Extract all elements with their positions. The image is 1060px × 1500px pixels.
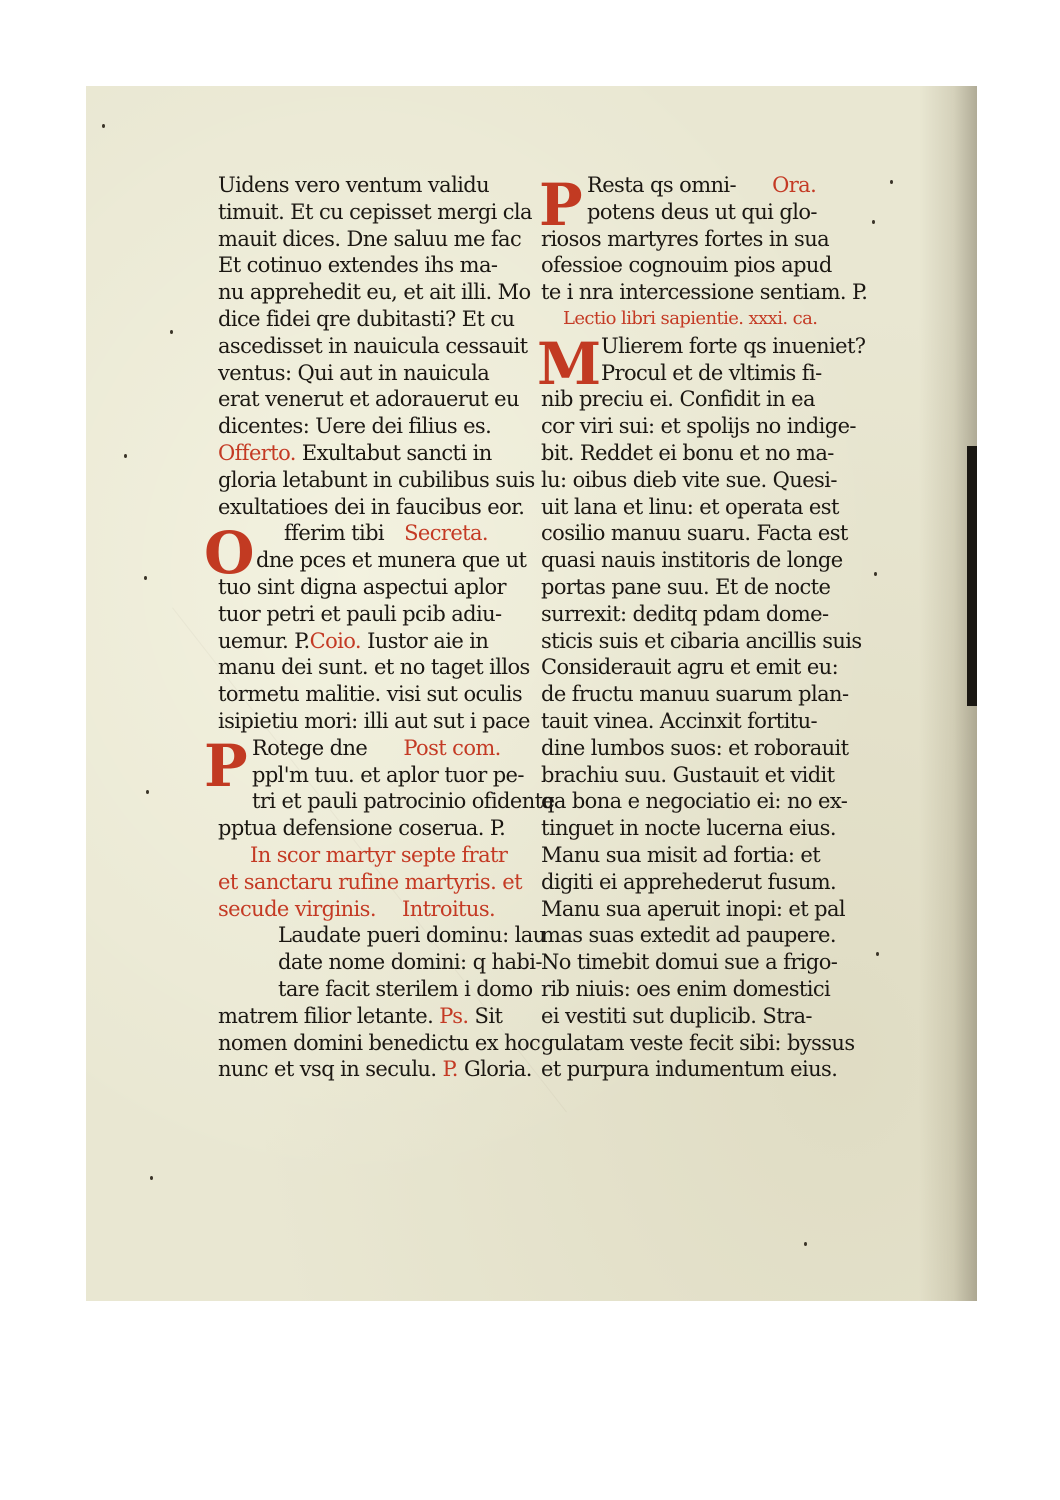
text-line: Manu sua aperuit inopi: et pal bbox=[541, 896, 846, 921]
text-line: ofessioe cognouim pios apud bbox=[541, 253, 832, 278]
paper-speck bbox=[804, 1242, 807, 1246]
text-line: Et cotinuo extendes ihs ma- bbox=[218, 253, 498, 278]
text-line: Uidens vero ventum validu bbox=[218, 173, 490, 197]
paper-speck bbox=[890, 180, 893, 184]
offertory-text: Exultabut sancti in bbox=[295, 440, 492, 465]
text-line: mauit dices. Dne saluu me fac bbox=[218, 226, 522, 251]
text-line: quasi nauis institoris de longe bbox=[541, 548, 843, 573]
text-line: date nome domini: q habi- bbox=[278, 950, 542, 975]
paper-speck bbox=[876, 952, 879, 956]
prayer-label: Ora. bbox=[772, 173, 817, 197]
text-line: gloria letabunt in cubilibus suis bbox=[218, 467, 535, 492]
paper-speck bbox=[150, 1176, 153, 1180]
text-line: digiti ei apprehederut fusum. bbox=[541, 869, 837, 894]
text-line: tormetu malitie. visi sut oculis bbox=[218, 682, 523, 707]
text-line: brachiu suu. Gustauit et vidit bbox=[541, 762, 835, 787]
text-line: portas pane suu. Et de nocte bbox=[541, 574, 831, 599]
text-line: ppl'm tuu. et aplor tuor pe- bbox=[252, 762, 524, 787]
text-line: surrexit: deditq pdam dome- bbox=[541, 601, 829, 626]
text-line: isipietiu mori: illi aut sut i pace bbox=[218, 708, 530, 733]
text-line: Considerauit agru et emit eu: bbox=[541, 655, 839, 680]
text-line: Manu sua misit ad fortia: et bbox=[541, 842, 821, 867]
text-line: dicentes: Uere dei filius es. bbox=[218, 414, 492, 439]
text-line: erat venerut et adorauerut eu bbox=[218, 387, 519, 412]
initial-O: O bbox=[204, 519, 254, 588]
text-line: dice fidei qre dubitasti? Et cu bbox=[218, 306, 515, 331]
secret-text: fferim tibi bbox=[284, 521, 385, 546]
initial-P: P bbox=[539, 171, 583, 239]
text-line: manu dei sunt. et no taget illos bbox=[218, 655, 530, 680]
sit-text: Sit bbox=[468, 1003, 503, 1028]
text-line: mas suas extedit ad paupere. bbox=[541, 923, 836, 948]
text-line: te i nra intercessione sentiam. P. bbox=[541, 280, 868, 305]
manuscript-page-scan bbox=[86, 86, 977, 1301]
text-line: sticis suis et cibaria ancillis suis bbox=[541, 628, 862, 653]
matrem-text: matrem filior letante. bbox=[218, 1003, 434, 1028]
postcommunion-label: Post com. bbox=[403, 735, 501, 760]
communion-text: Iustor aie in bbox=[361, 628, 489, 653]
text-line: pptua defensione coserua. P. bbox=[218, 816, 506, 841]
text-line: ei vestiti sut duplicib. Stra- bbox=[541, 1003, 812, 1028]
feast-heading: In scor martyr septe fratr bbox=[250, 842, 508, 867]
paper-speck bbox=[102, 124, 105, 128]
text-line: cosilio manuu suaru. Facta est bbox=[541, 521, 848, 546]
feast-heading-last bbox=[218, 896, 533, 923]
text-line: tuo sint digna aspectui aplor bbox=[218, 574, 506, 599]
communion-label: Coio. bbox=[309, 628, 362, 653]
uemur-text: uemur. P. bbox=[218, 628, 310, 653]
text-line: nu apprehedit eu, et ait illi. Mo bbox=[218, 280, 531, 305]
psalm-label: Ps. bbox=[439, 1003, 469, 1028]
secret-label: Secreta. bbox=[404, 521, 488, 546]
text-line: cor viri sui: et spolijs no indige- bbox=[541, 414, 856, 439]
text-line: gulatam veste fecit sibi: byssus bbox=[541, 1030, 855, 1055]
text-line: exultatioes dei in faucibus eor. bbox=[218, 494, 525, 519]
text-line: et purpura indumentum eius. bbox=[541, 1057, 838, 1082]
text-line: Laudate pueri dominu: lau bbox=[278, 923, 546, 948]
gloria-text: Gloria. bbox=[457, 1057, 532, 1082]
lesson-text: Ulierem forte qs inueniet? bbox=[601, 333, 866, 358]
text-line: Procul et de vltimis fi- bbox=[601, 360, 822, 385]
text-line: de fructu manuu suarum plan- bbox=[541, 682, 849, 707]
text-line: tinguet in nocte lucerna eius. bbox=[541, 816, 836, 841]
gloria-line bbox=[218, 1056, 533, 1083]
feast-heading-text: secude virginis. bbox=[218, 896, 376, 921]
lesson-heading: Lectio libri sapientie. xxxi. ca. bbox=[563, 307, 818, 329]
text-line: rib niuis: oes enim domestici bbox=[541, 976, 831, 1001]
offertory-label: Offerto. bbox=[218, 440, 296, 465]
feast-heading: et sanctaru rufine martyris. et bbox=[218, 869, 522, 894]
paper-speck bbox=[144, 576, 147, 580]
text-line: dne pces et munera que ut bbox=[256, 548, 527, 573]
text-line: ascedisset in nauicula cessauit bbox=[218, 333, 528, 358]
last-line-text: nunc et vsq in seculu. bbox=[218, 1057, 437, 1082]
text-line: No timebit domui sue a frigo- bbox=[541, 950, 838, 975]
offertory-line bbox=[218, 440, 533, 467]
text-line: tuor petri et pauli pcib adiu- bbox=[218, 601, 502, 626]
left-text-column bbox=[204, 172, 555, 1083]
text-line: tauit vinea. Accinxit fortitu- bbox=[541, 708, 817, 733]
text-line: nomen domini benedictu ex hoc bbox=[218, 1030, 541, 1055]
text-line: tri et pauli patrocinio ofidente bbox=[252, 789, 555, 814]
psalm-line bbox=[218, 1003, 533, 1030]
text-line: potens deus ut qui glo- bbox=[587, 199, 817, 224]
paper-speck bbox=[170, 330, 173, 334]
paper-speck bbox=[146, 790, 149, 794]
text-line: uit lana et linu: et operata est bbox=[541, 494, 839, 519]
text-line: dine lumbos suos: et roborauit bbox=[541, 735, 849, 760]
right-text-column bbox=[537, 171, 876, 1083]
text-line: tare facit sterilem i domo bbox=[278, 976, 533, 1001]
text-line: lu: oibus dieb vite sue. Quesi- bbox=[541, 467, 837, 492]
text-line: nib preciu ei. Confidit in ea bbox=[541, 387, 815, 412]
text-line: timuit. Et cu cepisset mergi cla bbox=[218, 199, 532, 224]
initial-P: P bbox=[204, 731, 248, 800]
page-edge-binding bbox=[967, 446, 977, 706]
text-line: ventus: Qui aut in nauicula bbox=[218, 360, 490, 385]
text-line: riosos martyres fortes in sua bbox=[541, 226, 830, 251]
gloria-mark: P. bbox=[442, 1057, 458, 1082]
paper-speck bbox=[124, 454, 127, 458]
prayer-text: Resta qs omni- bbox=[587, 173, 737, 197]
postcommunion-text: Rotege dne bbox=[252, 735, 368, 760]
introit-label: Introitus. bbox=[402, 896, 496, 921]
communion-line bbox=[218, 628, 533, 655]
text-line: qa bona e negociatio ei: no ex- bbox=[541, 789, 848, 814]
initial-M: M bbox=[537, 329, 601, 398]
text-line: bit. Reddet ei bonu et no ma- bbox=[541, 440, 834, 465]
